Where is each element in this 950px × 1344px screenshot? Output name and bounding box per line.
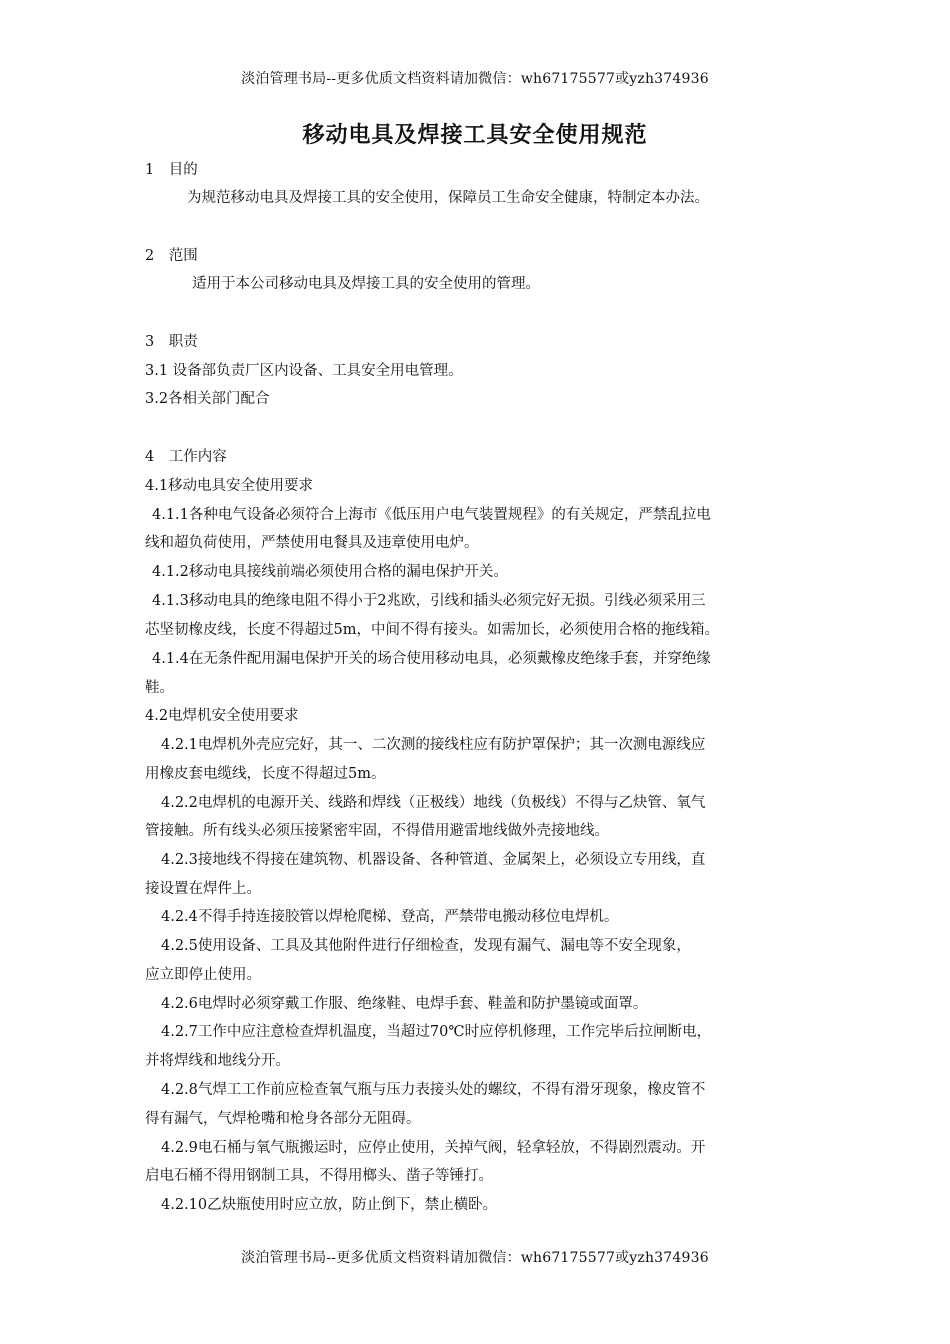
clause-4-2-2-line-2: 管接触。所有线头必须压接紧密牢固，不得借用避雷地线做外壳接地线。 [145,823,609,839]
section-4-heading: 4 工作内容 [145,449,227,465]
clause-4-2-1-line-2: 用橡皮套电缆线，长度不得超过5m。 [145,766,386,782]
clause-4-2-9-line-2: 启电石桶不得用钢制工具，不得用榔头、凿子等锤打。 [145,1168,493,1184]
clause-4-1-4-line-1: 4.1.4在无条件配用漏电保护开关的场合使用移动电具，必须戴橡皮绝缘手套，并穿绝缘 [152,651,711,667]
clause-4-1-4-line-2: 鞋。 [145,680,174,696]
clause-4-1-3-line-1: 4.1.3移动电具的绝缘电阻不得小于2兆欧，引线和插头必须完好无损。引线必须采用三 [152,593,706,609]
clause-4-2-9-line-1: 4.2.9电石桶与氧气瓶搬运时，应停止使用，关掉气阀，轻拿轻放，不得剧烈震动。开 [161,1140,706,1156]
document-title: 移动电具及焊接工具安全使用规范 [302,123,648,148]
clause-4-2-7-line-1: 4.2.7工作中应注意检查焊机温度，当超过70℃时应停机修理，工作完毕后拉闸断电， [161,1024,712,1040]
subsection-4-2-heading: 4.2电焊机安全使用要求 [145,708,299,724]
clause-4-2-8-line-1: 4.2.8气焊工工作前应检查氧气瓶与压力表接头处的螺纹，不得有滑牙现象，橡皮管不 [161,1082,706,1098]
clause-4-2-5-line-2: 应立即停止使用。 [145,967,261,983]
page-footer-note: 淡泊管理书局--更多优质文档资料请加微信：wh67175577或yzh374936 [241,1250,709,1266]
clause-4-1-2: 4.1.2移动电具接线前端必须使用合格的漏电保护开关。 [152,564,508,580]
clause-4-2-6: 4.2.6电焊时必须穿戴工作服、绝缘鞋、电焊手套、鞋盖和防护墨镜或面罩。 [161,996,648,1012]
clause-4-2-4: 4.2.4不得手持连接胶管以焊枪爬梯、登高，严禁带电搬动移位电焊机。 [161,909,619,925]
clause-4-2-3-line-2: 接设置在焊件上。 [145,881,261,897]
clause-4-2-3-line-1: 4.2.3接地线不得接在建筑物、机器设备、各种管道、金属架上，必须设立专用线，直 [161,852,706,868]
section-3-heading: 3 职责 [145,334,198,350]
clause-4-2-2-line-1: 4.2.2电焊机的电源开关、线路和焊线（正极线）地线（负极线）不得与乙炔管、氧气 [161,795,706,811]
section-3-item-2: 3.2各相关部门配合 [145,391,270,407]
clause-4-2-10: 4.2.10乙炔瓶使用时应立放，防止倒下，禁止横卧。 [161,1197,498,1213]
section-1-text: 为规范移动电具及焊接工具的安全使用，保障员工生命安全健康，特制定本办法。 [187,190,709,206]
section-2-text: 适用于本公司移动电具及焊接工具的安全使用的管理。 [192,276,540,292]
clause-4-2-8-line-2: 得有漏气，气焊枪嘴和枪身各部分无阻碍。 [145,1111,421,1127]
clause-4-2-7-line-2: 并将焊线和地线分开。 [145,1053,290,1069]
subsection-4-1-heading: 4.1移动电具安全使用要求 [145,478,314,494]
section-2-heading: 2 范围 [145,248,198,264]
clause-4-1-1-line-2: 线和超负荷使用，严禁使用电餐具及违章使用电炉。 [145,535,479,551]
page-header-note: 淡泊管理书局--更多优质文档资料请加微信：wh67175577或yzh374936 [241,71,709,87]
clause-4-2-1-line-1: 4.2.1电焊机外壳应完好，其一、二次测的接线柱应有防护罩保护；其一次测电源线应 [161,737,706,753]
clause-4-1-3-line-2: 芯坚韧橡皮线，长度不得超过5m，中间不得有接头。如需加长，必须使用合格的拖线箱。 [145,622,719,638]
clause-4-2-5-line-1: 4.2.5使用设备、工具及其他附件进行仔细检查，发现有漏气、漏电等不安全现象， [161,938,691,954]
section-3-item-1: 3.1 设备部负责厂区内设备、工具安全用电管理。 [145,363,463,379]
clause-4-1-1-line-1: 4.1.1各种电气设备必须符合上海市《低压用户电气装置规程》的有关规定，严禁乱拉电 [152,507,711,523]
section-1-heading: 1 目的 [145,162,198,178]
